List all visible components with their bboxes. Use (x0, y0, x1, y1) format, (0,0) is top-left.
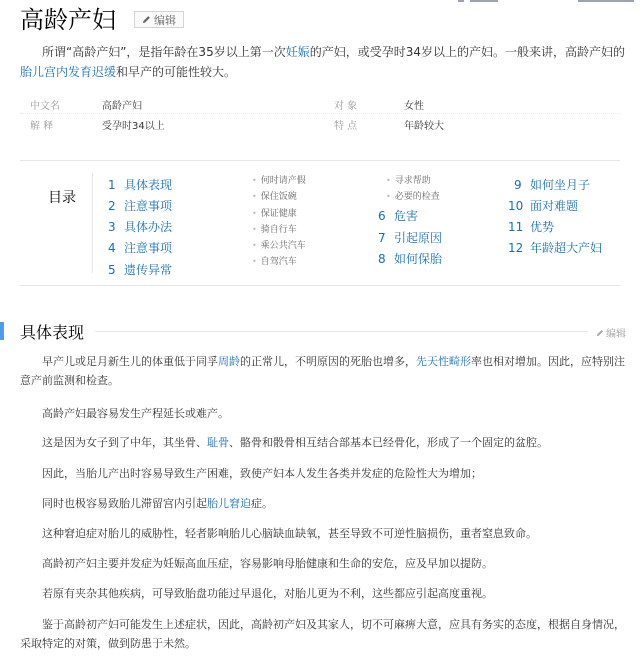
toc-item[interactable]: 5 遗传异常 (108, 263, 173, 277)
section-marker (0, 322, 4, 340)
section-title: 具体表现 (20, 323, 85, 342)
toc-item[interactable]: 4 注意事项 (108, 241, 173, 255)
pencil-icon (596, 329, 604, 337)
toc-subitem[interactable]: • 骑自行车 (252, 222, 297, 235)
toc-item[interactable]: 2 注意事项 (108, 199, 173, 213)
edit-button-label: 编辑 (154, 13, 176, 27)
info-value: 高龄产妇 (102, 101, 142, 112)
edit-button[interactable] (134, 11, 184, 28)
body-paragraph: 这是因为女子到了中年，其坐骨、耻骨、骼骨和骰骨相互结合部基本已经骨化，形成了一个固定的盆腔。 (42, 436, 548, 449)
basic-info-table (20, 94, 620, 133)
intro-text: 和早产的可能性较大。 (116, 65, 237, 79)
intro-text: 所谓“高龄产妇”，是指年龄在35岁以上第一次 (42, 45, 286, 59)
toc-item[interactable]: 9 如何坐月子 (514, 178, 591, 192)
info-value: 年龄较大 (404, 121, 444, 132)
toc-item[interactable]: 8 如何保胎 (378, 252, 443, 266)
link-congenital-malformation[interactable]: 先天性畸形 (416, 355, 471, 368)
toc-subitem[interactable]: • 保证健康 (252, 206, 297, 219)
info-value: 受孕时34以上 (102, 121, 165, 132)
toc-item[interactable]: 12 年龄超大产妇 (508, 241, 603, 255)
page-header (20, 4, 176, 40)
body-paragraph: 早产儿或足月新生儿的体重低于同孚周龄的正常儿，不明原因的死胎也增多，先天性畸形率也相对增加。因此，应特别注意产前监测和检查。 (20, 355, 625, 387)
body-paragraph: 因此，当胎儿产出时容易导致生产困难，致使产妇本人发生各类并发症的危险性大为增加； (42, 467, 482, 480)
body-paragraph: 若原有夹杂其他疾病，可导致胎盘功能过早退化，对胎儿更为不利，这些都应引起高度重视。 (42, 587, 493, 600)
toc-item[interactable]: 10 面对难题 (508, 199, 579, 213)
page-title: 高龄产妇 (20, 6, 116, 34)
toc-subitem[interactable]: • 乘公共汽车 (252, 238, 306, 251)
toc-item[interactable]: 1 具体表现 (108, 178, 173, 192)
info-key: 对 象 (334, 101, 358, 112)
toc-subitem[interactable]: • 寻求帮助 (386, 173, 431, 186)
body-paragraph: 高龄产妇最容易发生产程延长或难产。 (42, 407, 229, 420)
toc-subitem[interactable]: • 自驾汽车 (252, 254, 297, 267)
toc-subitem[interactable]: • 必要的检查 (386, 189, 440, 202)
intro-text: 的产妇，或受孕时34岁以上的产妇。一般来讲，高龄产妇的 (309, 45, 626, 59)
body-paragraph: 高龄初产妇主要并发症为妊娠高血压症，容易影响母胎健康和生命的安危，应及早加以提防。 (42, 557, 493, 570)
body-paragraph: 鉴于高龄初产妇可能发生上述症状，因此，高龄初产妇及其家人，切不可麻痹大意，应具有务实的态度，根据自身情况，采取特定的对策，做到防患于未然。 (20, 618, 625, 650)
toc-subitem[interactable]: • 保住饭碗 (252, 189, 297, 202)
top-toolbar-remnant (458, 0, 634, 2)
body-paragraph: 同时也极容易致胎儿滞留宫内引起胎儿窘迫症。 (42, 497, 273, 510)
info-key: 特 点 (334, 121, 358, 132)
toc-item[interactable]: 6 危害 (378, 209, 419, 223)
basic-info-row (20, 114, 620, 133)
pencil-icon (142, 15, 151, 24)
section-divider (95, 331, 588, 332)
link-fetal-distress[interactable]: 胎儿窘迫 (207, 497, 251, 510)
toc-subitem[interactable]: • 何时请产假 (252, 173, 306, 186)
toc-item[interactable]: 11 优势 (508, 220, 555, 234)
intro-paragraph (20, 42, 630, 82)
body-paragraph: 这种窘迫症对胎儿的威胁性，轻者影响胎儿心脑缺血缺氧，甚至导致不可逆性脑损伤，重者窒息致命。 (42, 527, 537, 540)
link-pregnancy[interactable]: 妊娠 (285, 45, 310, 59)
info-key: 中文名 (30, 101, 60, 112)
section-edit-button[interactable] (596, 325, 626, 340)
basic-info-row (20, 94, 620, 114)
toc-item[interactable]: 7 引起原因 (378, 231, 443, 245)
info-value: 女性 (404, 101, 424, 112)
section-edit-label: 编辑 (606, 329, 626, 340)
link-pubic-bone[interactable]: 耻骨 (207, 436, 229, 449)
table-of-contents (20, 160, 620, 286)
link-gestational-age[interactable]: 周龄 (218, 355, 240, 368)
link-iugr[interactable]: 胎儿宫内发育迟缓 (20, 65, 117, 79)
toc-divider (92, 173, 93, 273)
toc-title: 目录 (48, 190, 76, 206)
toc-item[interactable]: 3 具体办法 (108, 220, 173, 234)
info-key: 解 释 (30, 121, 54, 132)
